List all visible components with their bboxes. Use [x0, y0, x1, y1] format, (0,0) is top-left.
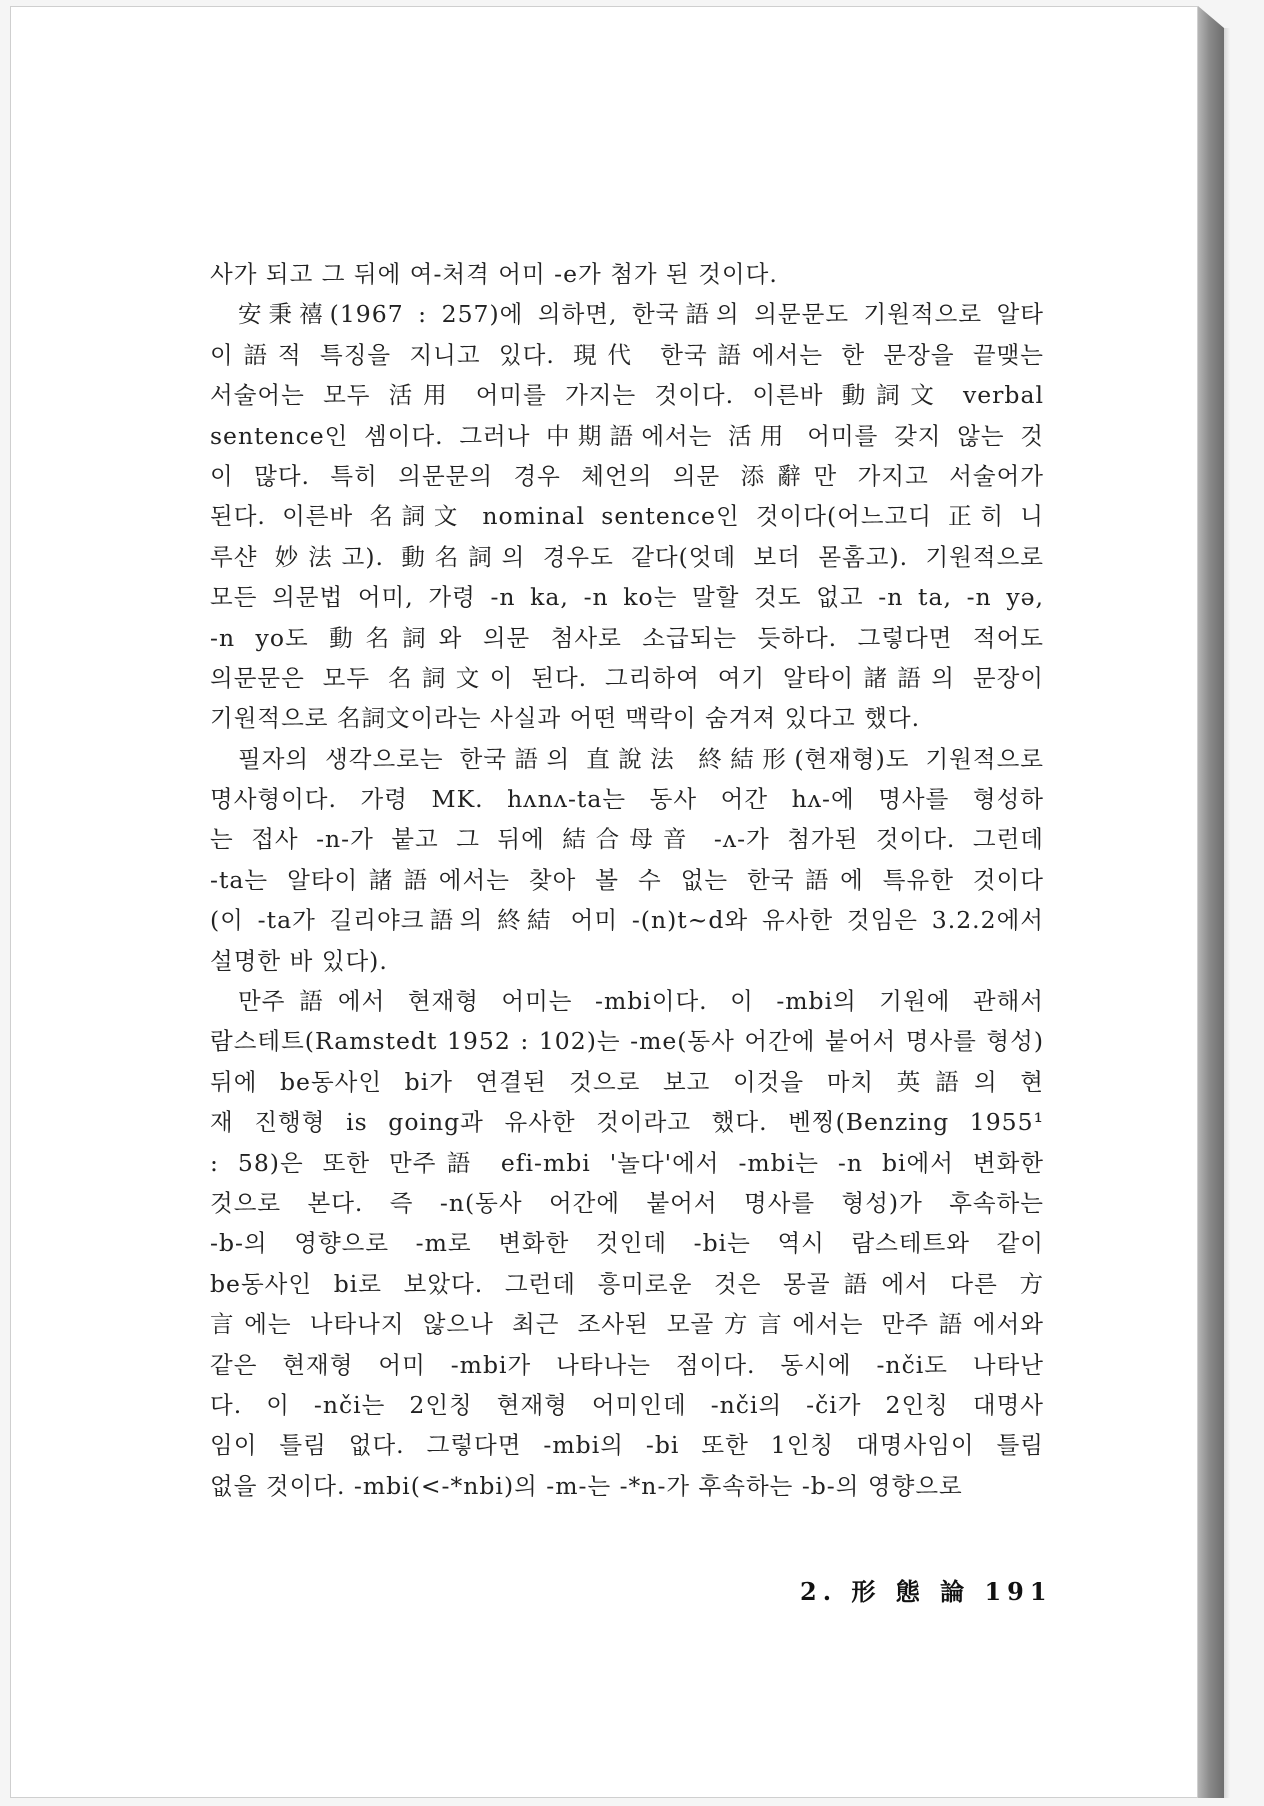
- text-line: 뒤에 be동사인 bi가 연결된 것으로 보고 이것을 마치 英語의 현: [210, 1067, 1044, 1096]
- text-line: 安秉禧(1967 : 257)에 의하면, 한국語의 의문문도 기원적으로 알타: [238, 300, 1044, 329]
- paragraph: [210, 254, 1044, 294]
- page-number: 191: [984, 1577, 1053, 1606]
- text-line: 된다. 이른바 名詞文 nominal sentence인 것이다(어느고디 正히 니: [210, 502, 1044, 531]
- text-line: -n yo도 動名詞와 의문 첨사로 소급되는 듯하다. 그렇다면 적어도: [210, 623, 1044, 652]
- text-line: 것으로 본다. 즉 -n(동사 어간에 붙어서 명사를 형성)가 후속하는: [210, 1188, 1044, 1217]
- page-edge: [1198, 6, 1224, 1798]
- text-line: (이 -ta가 길리야크語의 終結 어미 -(n)t~d와 유사한 것임은 3.2.2에서: [210, 906, 1044, 935]
- text-line: 다. 이 -nči는 2인칭 현재형 어미인데 -nči의 -či가 2인칭 대명사: [210, 1390, 1044, 1419]
- page-shadow: [1224, 28, 1230, 1798]
- text-line: sentence인 셈이다. 그러나 中期語에서는 活用 어미를 갖지 않는 것: [210, 421, 1044, 450]
- text-line: 이 많다. 특히 의문문의 경우 체언의 의문 添辭만 가지고 서술어가: [210, 461, 1044, 490]
- paragraph: [210, 294, 1044, 738]
- text-line: 없을 것이다. -mbi(<-*nbi)의 -m-는 -*n-가 후속하는 -b-의 영향으로: [210, 1471, 963, 1500]
- text-line: 사가 되고 그 뒤에 여-처격 어미 -e가 첨가 된 것이다.: [210, 260, 778, 288]
- text-line: 루샨 妙法고). 動名詞의 경우도 같다(엇뎨 보더 몯홈고). 기원적으로: [210, 542, 1044, 571]
- text-line: 필자의 생각으로는 한국語의 直說法 終結形(현재형)도 기원적으로: [238, 744, 1044, 773]
- text-line: -ta는 알타이諸語에서는 찾아 볼 수 없는 한국語에 특유한 것이다: [210, 865, 1044, 894]
- text-line: 재 진행형 is going과 유사한 것이라고 했다. 벤찡(Benzing 1955¹: [210, 1108, 1044, 1137]
- text-line: be동사인 bi로 보았다. 그런데 흥미로운 것은 몽골語에서 다른 方: [210, 1269, 1044, 1298]
- text-line: 모든 의문법 어미, 가령 -n ka, -n ko는 말할 것도 없고 -n ta, -n yə,: [210, 583, 1044, 612]
- text-line: 명사형이다. 가령 MK. hʌnʌ-ta는 동사 어간 hʌ-에 명사를 형성하: [210, 785, 1044, 814]
- page-body: [210, 254, 1044, 1506]
- text-line: 서술어는 모두 活用 어미를 가지는 것이다. 이른바 動詞文 verbal: [210, 381, 1044, 410]
- text-line: 같은 현재형 어미 -mbi가 나타나는 점이다. 동시에 -nči도 나타난: [210, 1350, 1044, 1379]
- text-line: 는 접사 -n-가 붙고 그 뒤에 結合母音 -ʌ-가 첨가된 것이다. 그런데: [210, 825, 1044, 854]
- running-footer: [800, 1570, 1053, 1614]
- text-line: 의문문은 모두 名詞文이 된다. 그리하여 여기 알타이諸語의 문장이: [210, 663, 1044, 692]
- text-line: 람스테트(Ramstedt 1952 : 102)는 -me(동사 어간에 붙어서 명사를 형성): [210, 1027, 1044, 1056]
- text-line: -b-의 영향으로 -m로 변화한 것인데 -bi는 역시 람스테트와 같이: [210, 1229, 1044, 1258]
- text-line: 만주語에서 현재형 어미는 -mbi이다. 이 -mbi의 기원에 관해서: [238, 987, 1044, 1016]
- text-line: 기원적으로 名詞文이라는 사실과 어떤 맥락이 숨겨져 있다고 했다.: [210, 704, 921, 733]
- paragraph: [210, 739, 1044, 981]
- text-line: 言에는 나타나지 않으나 최근 조사된 모골方言에서는 만주語에서와: [210, 1310, 1044, 1339]
- footer-section-title: 2. 形 態 論: [800, 1577, 971, 1606]
- text-line: 임이 틀림 없다. 그렇다면 -mbi의 -bi 또한 1인칭 대명사임이 틀림: [210, 1431, 1044, 1460]
- text-line: 이語적 특징을 지니고 있다. 現代 한국語에서는 한 문장을 끝맺는: [210, 340, 1044, 369]
- text-line: : 58)은 또한 만주語 efi-mbi '놀다'에서 -mbi는 -n bi에서 변화한: [210, 1148, 1044, 1177]
- paragraph: [210, 981, 1044, 1506]
- text-line: 설명한 바 있다).: [210, 946, 388, 975]
